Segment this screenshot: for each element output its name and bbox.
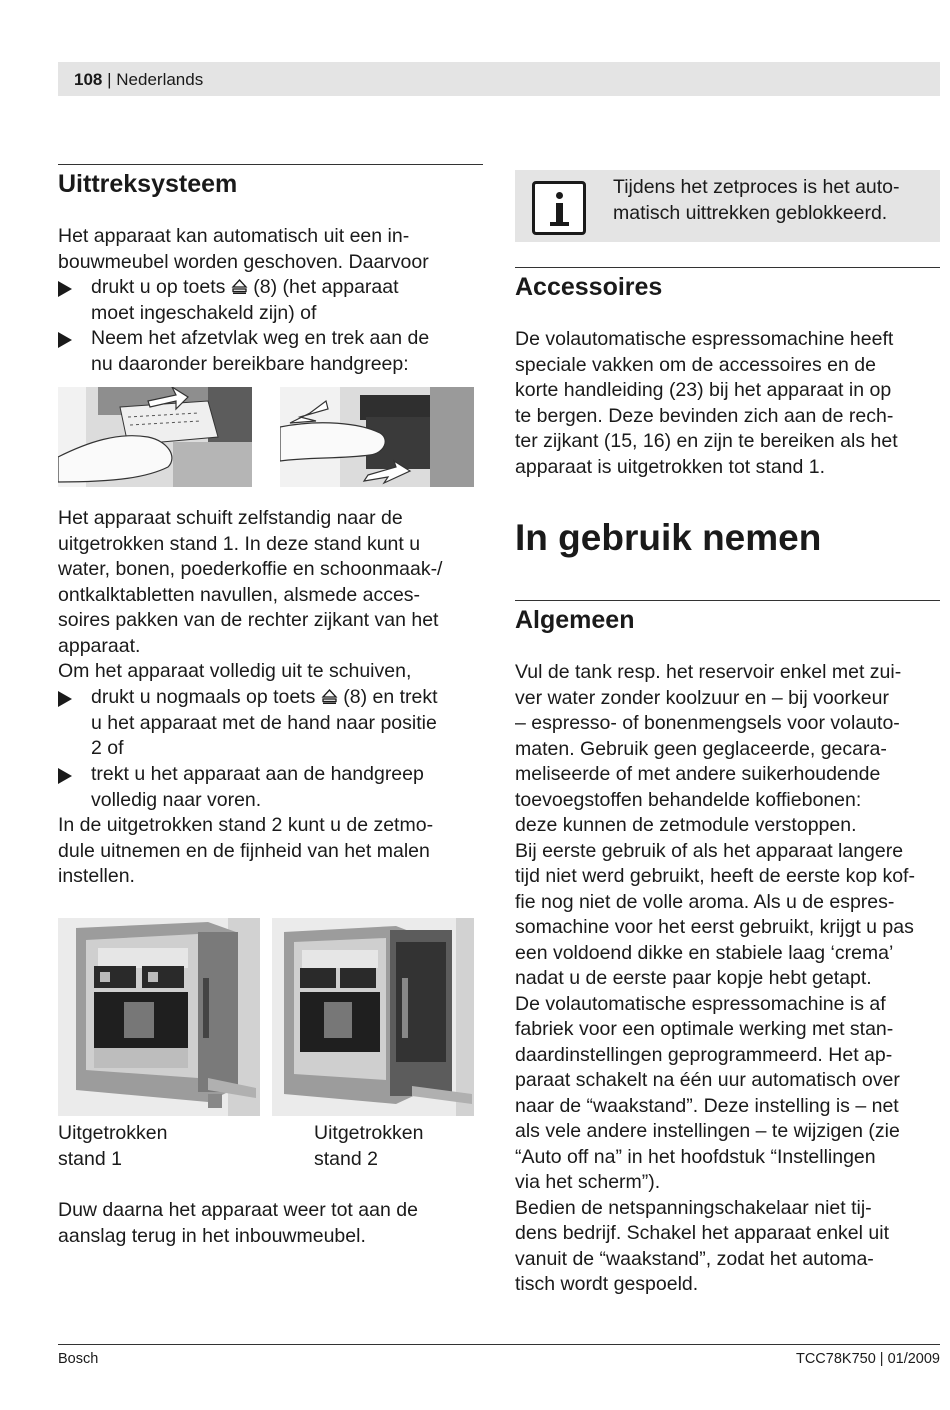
section-rule (515, 600, 940, 601)
text-line: nu daaronder bereikbare handgreep: (91, 352, 409, 375)
text-line: dule uitnemen en de fijnheid van het malen (58, 839, 430, 862)
intro-paragraph (58, 224, 483, 275)
bullet-triangle-icon (58, 332, 72, 348)
text-line: tijd niet werd gebruikt, heeft de eerste kop kof- (515, 865, 915, 887)
eject-icon (321, 688, 338, 705)
text-line: In de uitgetrokken stand 2 kunt u de zetmo- (58, 814, 434, 836)
general-paragraph (515, 660, 940, 1298)
handle-illustration-2 (280, 387, 474, 487)
text-line: tisch wordt gespoeld. (515, 1273, 699, 1295)
text-line: vanuit de “waakstand”, zodat het automa- (515, 1247, 874, 1270)
paragraph-push-back (58, 1198, 483, 1249)
header-separator: | (107, 70, 112, 89)
text-line: maten. Gebruik geen geglaceerde, gecara- (515, 737, 887, 760)
text-fragment: (8) en trekt (337, 686, 438, 708)
text-line: 2 of (91, 737, 124, 759)
info-icon (532, 181, 586, 235)
eject-icon (231, 278, 248, 295)
text-line: speciale vakken om de accessoires en de (515, 353, 876, 376)
caption-stand-1 (58, 1121, 228, 1172)
text-fragment: drukt u op toets (91, 276, 231, 298)
text-line: Duw daarna het apparaat weer tot aan de (58, 1199, 418, 1221)
paragraph-stand-1 (58, 506, 483, 685)
text-line: dens bedrijf. Schakel het apparaat enkel uit (515, 1222, 889, 1244)
info-note-text (613, 175, 933, 226)
text-line: Het apparaat schuift zelfstandig naar de (58, 507, 403, 529)
footer-doc-id: TCC78K750 | 01/2009 (795, 1351, 940, 1367)
page-number: 108 (74, 70, 103, 89)
text-line: – espresso- of bonenmengsels voor volauto- (515, 712, 900, 734)
text-line: stand 1 (58, 1147, 122, 1170)
bullet-text (91, 275, 399, 326)
chapter-title: In gebruik nemen (515, 517, 822, 558)
text-line: “Auto off na” in het hoofdstuk “Instellingen (515, 1145, 876, 1168)
text-line: somachine voor het eerst gebruikt, krijgt u pas (515, 916, 914, 938)
text-line: Om het apparaat volledig uit te schuiven, (58, 660, 412, 682)
text-line: deze kunnen de zetmodule verstoppen. (515, 814, 857, 836)
text-line: nadat u de eerste paar kopje hebt getapt. (515, 967, 872, 989)
footer-rule (58, 1344, 940, 1345)
text-line: Uitgetrokken (58, 1122, 168, 1144)
text-line: naar de “waakstand”. Deze instelling is – net (515, 1094, 899, 1117)
info-note-box (515, 170, 940, 242)
text-line: trekt u het apparaat aan de handgreep (91, 763, 424, 785)
text-fragment: drukt u nogmaals op toets (91, 686, 321, 708)
machine-photo-stand-1 (58, 918, 260, 1116)
bullet-text (91, 685, 438, 762)
text-line: ver water zonder koolzuur en – bij voorkeur (515, 686, 889, 709)
text-line: moet ingeschakeld zijn) of (91, 301, 317, 324)
text-line: Neem het afzetvlak weg en trek aan de (91, 327, 430, 349)
page-header (58, 62, 940, 96)
text-line: aanslag terug in het inbouwmeubel. (58, 1224, 366, 1247)
text-line: Het apparaat kan automatisch uit een in- (58, 225, 410, 247)
bullet-triangle-icon (58, 691, 72, 707)
header-text (74, 70, 203, 90)
text-line: instellen. (58, 865, 135, 887)
text-line: fabriek voor een optimale werking met stan- (515, 1018, 894, 1040)
text-line: apparaat. (58, 634, 141, 657)
bullet-text (91, 326, 429, 377)
text-line: ter zijkant (15, 16) en zijn te bereiken als het (515, 430, 898, 452)
text-line: Vul de tank resp. het reservoir enkel met zui- (515, 661, 902, 683)
section-title-accessoires: Accessoires (515, 273, 663, 301)
header-language: Nederlands (116, 70, 204, 89)
text-line: daardinstellingen geprogrammeerd. Het ap- (515, 1043, 893, 1066)
text-line: stand 2 (314, 1147, 378, 1170)
text-line: korte handleiding (23) bij het apparaat in op (515, 379, 892, 401)
list-item (58, 762, 483, 813)
bullet-triangle-icon (58, 281, 72, 297)
text-line: apparaat is uitgetrokken tot stand 1. (515, 455, 826, 478)
text-line: water, bonen, poederkoffie en schoonmaak-/ (58, 558, 443, 580)
text-line: Bedien de netspanningschakelaar niet tij- (515, 1196, 872, 1219)
section-rule (515, 267, 940, 268)
text-line: bouwmeubel worden geschoven. Daarvoor (58, 250, 429, 273)
text-line: u het apparaat met de hand naar positie (91, 711, 437, 734)
text-line: een voldoend dikke en stabiele laag ‘crema’ (515, 941, 894, 964)
text-line: via het scherm”). (515, 1171, 661, 1193)
text-line: soires pakken van de rechter zijkant van het (58, 609, 439, 631)
text-line: volledig naar voren. (91, 788, 262, 811)
accessories-paragraph (515, 327, 940, 480)
machine-photo-stand-2 (272, 918, 474, 1116)
text-fragment: (8) (het apparaat (247, 276, 399, 298)
caption-stand-2 (314, 1121, 484, 1172)
text-line: De volautomatische espressomachine is af (515, 992, 886, 1015)
list-item (58, 275, 483, 326)
bullet-text (91, 762, 424, 813)
text-line: fie nog niet de volle aroma. Als u de espres- (515, 890, 895, 913)
text-line: ontkalktabletten navullen, alsmede acces- (58, 583, 421, 606)
text-line: meliseerde of met andere suikerhoudende (515, 763, 881, 785)
list-item (58, 326, 483, 377)
text-line: De volautomatische espressomachine heeft (515, 328, 894, 350)
text-line: Tijdens het zetproces is het auto- (613, 176, 900, 198)
bullet-triangle-icon (58, 768, 72, 784)
footer-brand: Bosch (58, 1351, 99, 1367)
text-line: Uitgetrokken (314, 1122, 424, 1144)
text-line: Bij eerste gebruik of als het apparaat langere (515, 839, 904, 862)
text-line: uitgetrokken stand 1. In deze stand kunt u (58, 532, 421, 555)
text-line: matisch uittrekken geblokkeerd. (613, 201, 888, 224)
text-line: toevoegstoffen behandelde koffiebonen: (515, 788, 862, 811)
section-title-algemeen: Algemeen (515, 606, 635, 634)
text-line: als vele andere instellingen – te wijzigen (zie (515, 1120, 900, 1142)
list-item (58, 685, 483, 762)
text-line: te bergen. Deze bevinden zich aan de rech- (515, 404, 894, 427)
section-title-uittreksysteem: Uittreksysteem (58, 170, 238, 198)
text-line: paraat schakelt na één uur automatisch over (515, 1069, 900, 1091)
section-rule (58, 164, 483, 165)
handle-illustration-1 (58, 387, 252, 487)
paragraph-stand-2 (58, 813, 483, 890)
